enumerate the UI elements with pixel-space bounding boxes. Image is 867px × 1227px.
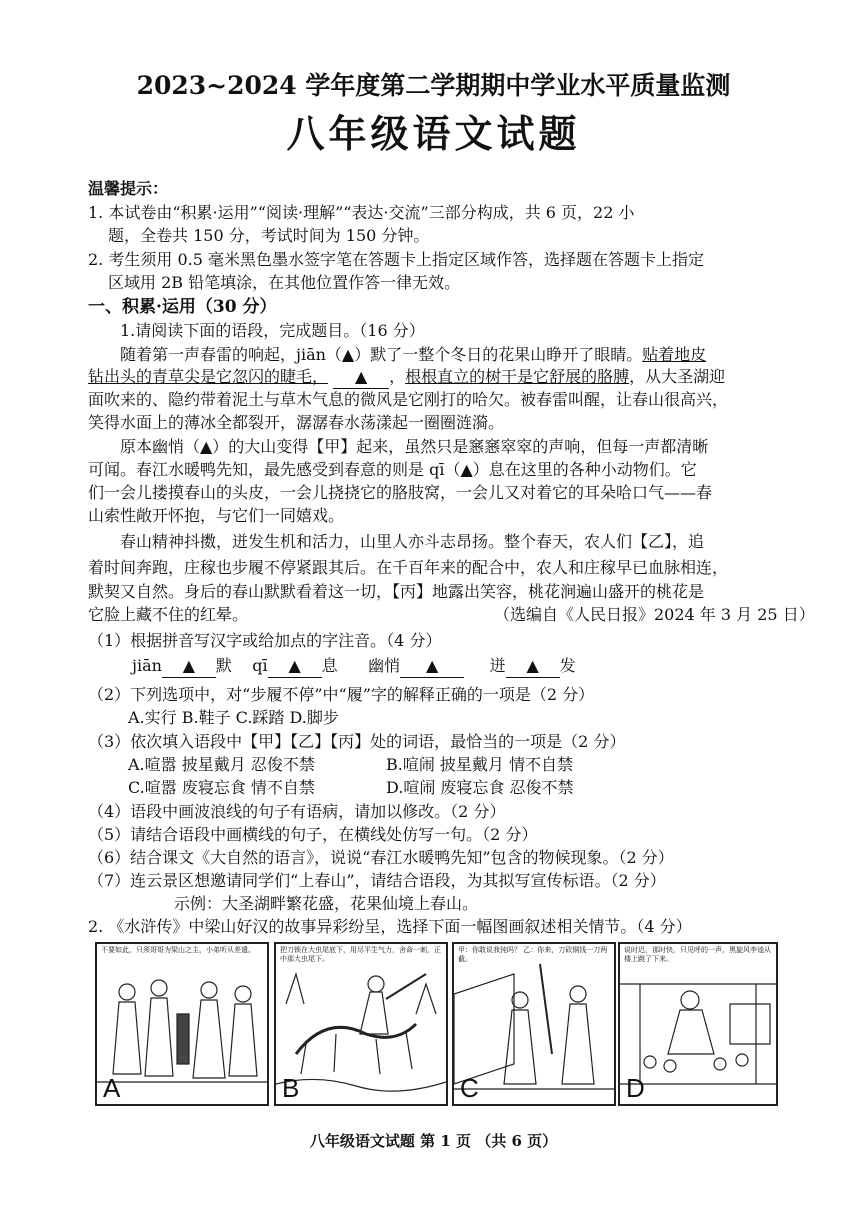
underlined-sentence: 根根直立的树干是它舒展的胳膊 [405, 367, 630, 386]
passage-line: 们一会儿搂摸春山的头皮，一会儿挠挠它的胳肢窝，一会儿又对着它的耳朵哈口气——春 [88, 483, 713, 502]
woodcut-illustration [97, 944, 267, 1104]
section-heading: 一、积累·运用（30 分） [88, 297, 277, 317]
picture-caption: 说时迟，那时快，只见呼的一声，黑旋风李逵从楼上跳了下来。 [624, 946, 771, 963]
subquestion-6: （6）结合课文《大自然的语言》，说说“春江水暖鸭先知”包含的物候现象。（2 分） [88, 848, 674, 867]
subject-title: 八年级语文试题 [286, 111, 581, 156]
answer-blank[interactable]: ▲ [506, 655, 560, 678]
woodcut-illustration [276, 944, 446, 1104]
tips-line-1: 1. 本试卷由“积累·运用”“阅读·理解”“表达·交流”三部分构成，共 6 页，22 小 [88, 203, 635, 222]
option-d: D.喧闹 废寝忘食 忍俊不禁 [386, 778, 574, 797]
tips-line-3: 2. 考生须用 0.5 毫米黑色墨水签字笔在答题卡上指定区域作答，选择题在答题卡上指定 [88, 250, 704, 269]
option-b: B.喧闹 披星戴月 情不自禁 [386, 755, 574, 774]
subquestion-5: （5）请结合语段中画横线的句子，在横线处仿写一句。（2 分） [88, 825, 538, 844]
passage-source: （选编自《人民日报》2024 年 3 月 25 日） [494, 605, 815, 624]
answer-blank[interactable]: ▲ [268, 655, 322, 678]
page-footer: 八年级语文试题 第 1 页 （共 6 页） [309, 1132, 558, 1150]
passage-line: 面吹来的、隐约带着泥土与草木气息的微风是它刚打的哈欠。被春雷叫醒，让春山很高兴， [88, 390, 729, 409]
subquestion-2-options: A.实行 B.鞋子 C.踩踏 D.脚步 [128, 708, 339, 727]
imitation-blank: ▲ [333, 366, 389, 389]
picture-label: A [103, 1073, 121, 1103]
tips-label: 温馨提示： [88, 179, 169, 198]
question-2: 2. 《水浒传》中梁山好汉的故事异彩纷呈，选择下面一幅图画叙述相关情节。（4 分） [88, 917, 692, 936]
underlined-sentence: 贴着地皮 [642, 345, 707, 364]
passage-line: 山索性敞开怀抱，与它们一同嬉戏。 [88, 506, 345, 525]
passage-line: 可闻。春江水暖鸭先知，最先感受到春意的则是 qī（▲）息在这里的各种小动物们。它 [88, 460, 697, 479]
option-c: C.喧嚣 废寝忘食 情不自禁 [128, 778, 315, 797]
passage-line: 笑得水面上的薄冰全都裂开，潺潺春水荡漾起一圈圈涟漪。 [88, 413, 505, 432]
passage-line: 默契又自然。身后的春山默默看着这一切，【丙】地露出笑容，桃花涧遍山盛开的桃花是 [88, 582, 705, 601]
answer-blank[interactable]: ▲ [400, 655, 464, 678]
picture-a [95, 942, 269, 1106]
picture-caption: 不要如此，只须哥哥为梁山之主，小弟听从差遣。 [101, 946, 255, 954]
subquestion-4: （4）语段中画波浪线的句子有语病，请加以修改。（2 分） [88, 802, 506, 821]
pinyin-row: jiān ▲ 默 qī ▲ 息 幽悄 ▲ 迸 ▲ 发 [132, 655, 576, 678]
tips-line-2: 题，全卷共 150 分，考试时间为 150 分钟。 [108, 226, 430, 245]
picture-label: B [282, 1073, 300, 1103]
subquestion-7-example: 示例：大圣湖畔繁花盛，花果仙境上春山。 [174, 894, 479, 913]
tips-line-4: 区域用 2B 铅笔填涂，在其他位置作答一律无效。 [108, 273, 461, 292]
passage-line: 随着第一声春雷的响起，jiān（▲）默了一整个冬日的花果山睁开了眼睛。贴着地皮 [120, 345, 707, 364]
subquestion-2: （2）下列选项中，对“步履不停”中“履”字的解释正确的一项是（2 分） [88, 685, 595, 704]
picture-caption: 把刀锁在大虫尾底下，用尽平生气力，舍命一刺，正中那大虫尾下。 [280, 946, 441, 963]
picture-label: D [626, 1073, 645, 1103]
passage-line: 春山精神抖擞，迸发生机和活力，山里人亦斗志昂扬。整个春天，农人们【乙】，追 [120, 532, 705, 551]
underlined-sentence: 钻出头的青草尖是它忽闪的睫毛， [88, 367, 329, 386]
answer-blank[interactable]: ▲ [162, 655, 216, 678]
question-1-stem: 1.请阅读下面的语段，完成题目。（16 分） [120, 321, 425, 340]
picture-c [452, 942, 616, 1106]
exam-title: 2023~2024 学年度第二学期期中学业水平质量监测 [136, 71, 731, 100]
passage-line: 原本幽悄（▲）的大山变得【甲】起来，虽然只是窸窸窣窣的声响，但每一声都清晰 [120, 437, 709, 456]
picture-b [274, 942, 448, 1106]
subquestion-1: （1）根据拼音写汉字或给加点的字注音。（4 分） [88, 631, 442, 650]
picture-label: C [460, 1073, 479, 1103]
picture-d [618, 942, 778, 1106]
option-a: A.喧嚣 披星戴月 忍俊不禁 [128, 755, 315, 774]
subquestion-3: （3）依次填入语段中【甲】【乙】【丙】处的词语，最恰当的一项是（2 分） [88, 732, 626, 751]
passage-line: 它脸上藏不住的红晕。 [88, 605, 249, 624]
passage-line: 着时间奔跑，庄稼也步履不停紧跟其后。在千百年来的配合中，农人和庄稼早已血脉相连， [88, 558, 729, 577]
subquestion-7: （7）连云景区想邀请同学们“上春山”，请结合语段，为其拟写宣传标语。（2 分） [88, 871, 666, 890]
passage-line: 钻出头的青草尖是它忽闪的睫毛， ▲ ，根根直立的树干是它舒展的胳膊，从大圣湖迎 [88, 366, 725, 389]
picture-caption: 甲：你敢说我钝吗？ 乙：你来，刀砍铜钱一刀两截。 [458, 946, 608, 963]
